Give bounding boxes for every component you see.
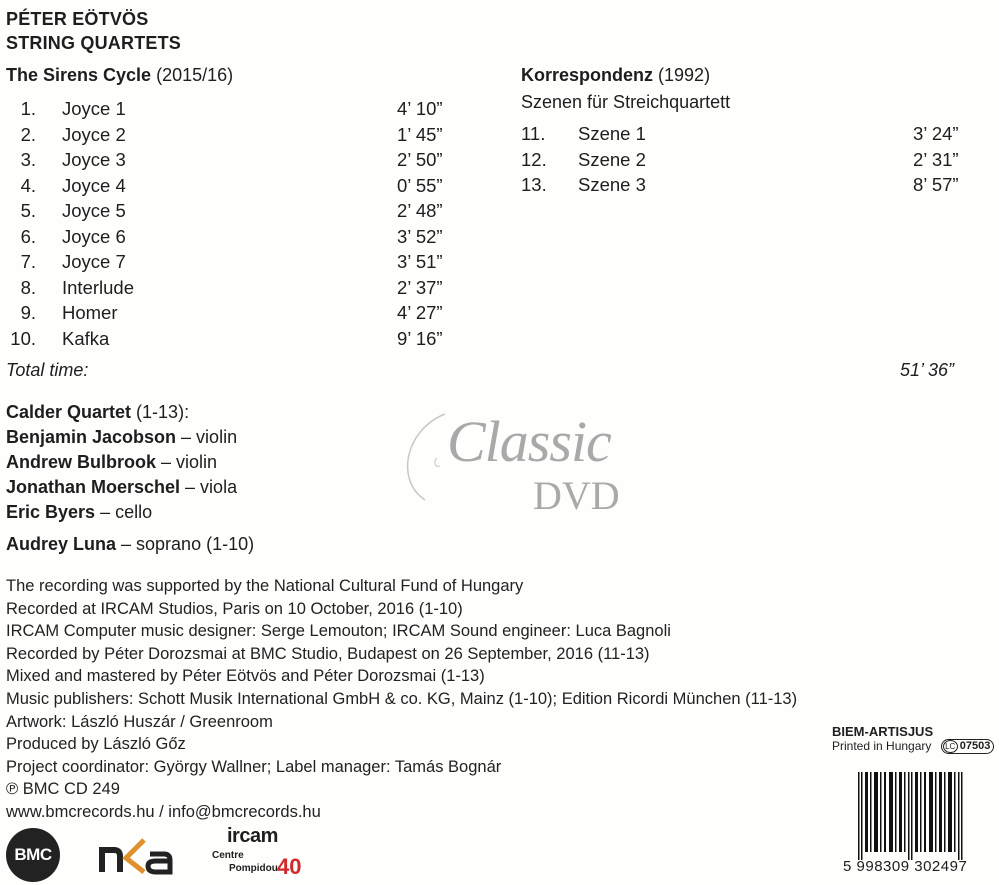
track-row <box>521 121 991 147</box>
track-row <box>0 300 480 326</box>
track-number: 11. <box>521 123 546 144</box>
lc-icon: LC <box>943 740 958 753</box>
track-number: 7. <box>20 251 36 272</box>
credit-line: Recorded at IRCAM Studios, Paris on 10 October, 2016 (1-10) <box>6 599 463 618</box>
soloist-role: – soprano (1-10) <box>116 534 255 554</box>
ircam-logo-centre: Centre <box>212 850 244 861</box>
work-year: (1992) <box>658 65 711 85</box>
track-number: 8. <box>20 276 36 298</box>
track-time: 4’ 10” <box>397 98 443 119</box>
ensemble-note: (1-13): <box>131 402 190 422</box>
track-time: 9’ 16” <box>397 327 443 349</box>
track-row <box>0 224 480 250</box>
track-time: 1’ 45” <box>397 123 443 145</box>
track-number: 3. <box>20 149 36 170</box>
track-name: Joyce 6 <box>62 225 126 247</box>
printed-in: Printed in Hungary <box>832 739 932 753</box>
ensemble-line <box>6 400 189 425</box>
credit-line: IRCAM Computer music designer: Serge Lemouton; IRCAM Sound engineer: Luca Bagnoli <box>6 622 671 641</box>
ensemble-name: Calder Quartet <box>6 402 132 422</box>
performer-line <box>6 425 237 450</box>
track-number: 9. <box>20 302 36 323</box>
work-title: The Sirens Cycle <box>6 65 152 85</box>
credit-line: Produced by László Gőz <box>6 735 186 754</box>
performer-role: – violin <box>176 427 238 447</box>
track-row <box>521 172 991 198</box>
website-link[interactable]: www.bmcrecords.hu / info@bmcrecords.hu <box>6 802 321 821</box>
track-name: Joyce 5 <box>62 200 126 221</box>
track-row <box>0 275 480 301</box>
work-title-sirens <box>6 64 233 86</box>
album-title: STRING QUARTETS <box>6 33 182 53</box>
track-time: 0’ 55” <box>397 174 443 196</box>
credit-line: Project coordinator: György Wallner; Label manager: Tamás Bognár <box>6 757 502 776</box>
track-name: Joyce 4 <box>62 174 126 196</box>
track-name: Kafka <box>62 327 110 349</box>
work-subtitle: Szenen für Streichquartett <box>521 92 731 112</box>
classic-dvd-watermark <box>385 400 655 525</box>
track-name: Joyce 3 <box>62 149 126 170</box>
barcode <box>858 772 966 860</box>
track-row <box>0 198 480 224</box>
credit-line: Music publishers: Schott Musik International GmbH & co. KG, Mainz (1-10); Edition Ricordi München (11-13) <box>6 689 798 708</box>
track-number: 1. <box>20 98 36 119</box>
watermark-script: Classic <box>447 409 611 474</box>
credit-line: Artwork: László Huszár / Greenroom <box>6 712 273 731</box>
track-row <box>0 122 480 148</box>
nka-logo-icon <box>98 832 178 880</box>
track-number: 4. <box>20 174 36 196</box>
soloist-line <box>6 532 254 557</box>
nka-logo <box>98 832 178 880</box>
track-number: 5. <box>20 200 36 221</box>
track-name: Szene 1 <box>578 123 646 144</box>
track-number: 6. <box>20 225 36 247</box>
credit-line: Mixed and mastered by Péter Eötvös and Péter Dorozsmai (1-13) <box>6 667 485 686</box>
track-number: 12. <box>521 148 547 170</box>
work-title: Korrespondenz <box>521 65 654 85</box>
track-time: 3’ 51” <box>397 251 443 272</box>
performer-name: Benjamin Jacobson <box>6 427 177 447</box>
label-code-badge <box>941 739 995 754</box>
track-number: 13. <box>521 174 547 195</box>
track-row <box>0 249 480 275</box>
track-row <box>0 147 480 173</box>
catalog-number: ℗ BMC CD 249 <box>6 780 120 799</box>
track-number: 2. <box>20 123 36 145</box>
performer-line <box>6 450 217 475</box>
track-time: 2’ 48” <box>397 200 443 221</box>
performer-role: – violin <box>156 452 218 472</box>
tracklist-korrespondenz <box>521 121 991 198</box>
track-time: 8’ 57” <box>913 174 959 195</box>
track-number: 10. <box>10 327 36 349</box>
track-time: 2’ 31” <box>913 148 959 170</box>
track-time: 3’ 24” <box>913 123 959 144</box>
track-row <box>521 147 991 173</box>
rights-society: BIEM-ARTISJUS <box>832 724 934 739</box>
track-row <box>0 96 480 122</box>
work-year: (2015/16) <box>156 65 234 85</box>
barcode-icon <box>858 772 966 860</box>
bmc-logo <box>6 828 60 882</box>
soloist-name: Audrey Luna <box>6 534 117 554</box>
performer-name: Jonathan Moerschel <box>6 477 181 497</box>
work-title-korrespondenz <box>521 64 710 86</box>
total-time-label: Total time: <box>6 360 89 380</box>
credits-block <box>6 575 797 824</box>
track-time: 3’ 52” <box>397 225 443 247</box>
track-name: Interlude <box>62 276 134 298</box>
ircam-logo-40: 40 <box>277 854 302 879</box>
performer-role: – cello <box>95 502 153 522</box>
composer-name: PÉTER EÖTVÖS <box>6 9 149 29</box>
performer-role: – viola <box>180 477 238 497</box>
track-time: 2’ 50” <box>397 149 443 170</box>
track-row <box>0 326 480 352</box>
ircam-logo-word: ircam <box>227 825 278 847</box>
track-time: 2’ 37” <box>397 276 443 298</box>
bmc-logo-text: BMC <box>14 845 52 864</box>
track-name: Szene 3 <box>578 174 646 195</box>
ircam-logo-pompidou: Pompidou <box>229 863 278 874</box>
credit-line: The recording was supported by the National Cultural Fund of Hungary <box>6 577 524 595</box>
track-name: Joyce 1 <box>62 98 126 119</box>
track-name: Joyce 7 <box>62 251 126 272</box>
track-name: Joyce 2 <box>62 123 126 145</box>
watermark-sub: DVD <box>533 473 620 518</box>
ircam-logo <box>212 825 307 883</box>
total-time-value: 51’ 36” <box>900 360 955 380</box>
performer-line <box>6 500 152 525</box>
track-time: 4’ 27” <box>397 302 443 323</box>
performer-name: Andrew Bulbrook <box>6 452 157 472</box>
label-code: 07503 <box>959 740 991 753</box>
track-name: Szene 2 <box>578 148 646 170</box>
credit-line: Recorded by Péter Dorozsmai at BMC Studio, Budapest on 26 September, 2016 (11-13) <box>6 644 650 663</box>
tracklist-sirens <box>0 96 480 351</box>
rights-block <box>832 724 994 754</box>
barcode-digits: 5 998309 302497 <box>843 858 968 875</box>
performer-name: Eric Byers <box>6 502 96 522</box>
track-name: Homer <box>62 302 118 323</box>
performer-line <box>6 475 237 500</box>
track-row <box>0 173 480 199</box>
